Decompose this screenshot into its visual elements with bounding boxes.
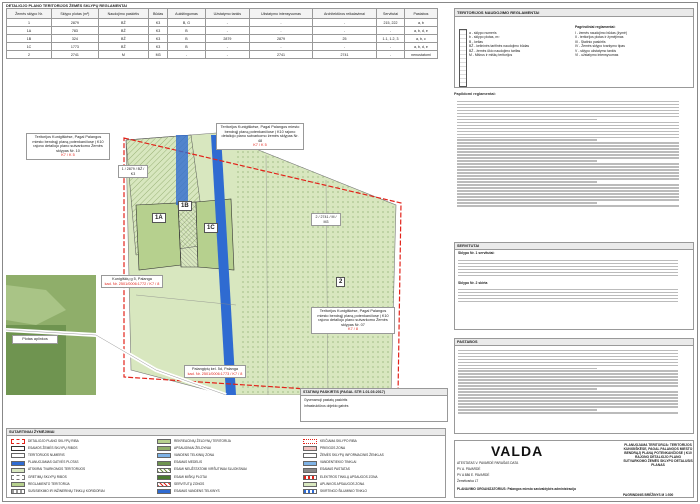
legend-item-label: KEIČIAMA SKLYPO RIBA bbox=[320, 438, 357, 443]
register-cell: 215, 222 bbox=[377, 19, 405, 27]
legend-swatch bbox=[157, 446, 171, 451]
register-cell: - bbox=[312, 27, 376, 35]
plot-2-area bbox=[236, 140, 396, 395]
register-cell: 1A bbox=[7, 27, 52, 35]
lot-1a-label: 1A bbox=[152, 213, 166, 223]
lot-1c-label: 1C bbox=[204, 223, 218, 233]
legend-item-label: GRETIMŲ SKLYPŲ RIBOS bbox=[28, 474, 67, 479]
servitut-block bbox=[454, 242, 694, 330]
table-row bbox=[7, 19, 438, 27]
map-legend-title: SUTARTINIAI ŽYMĖJIMAI bbox=[7, 429, 445, 436]
legend-swatch bbox=[303, 475, 317, 480]
register-cell: 1.1, 1.2, 3 bbox=[377, 35, 405, 43]
register-cell: BŽ bbox=[98, 35, 148, 43]
regulation-legend-title: TERITORIJOS NAUDOJIMO REGLAMENTAI bbox=[455, 9, 693, 17]
notes-title: Papildomi reglamentai: bbox=[454, 92, 496, 96]
legend-swatch bbox=[11, 461, 25, 466]
register-cell: BŽ bbox=[98, 19, 148, 27]
lot-2-label: 2 bbox=[336, 277, 345, 287]
building-purpose-line-1: Gyvenamoji pastatų paskirtis bbox=[304, 398, 348, 402]
legend-item-label: PRIEIGOS ZONA bbox=[320, 445, 346, 450]
legend-swatch bbox=[303, 468, 317, 473]
tb-row-3: PV A 886 E. PAVARDĖ bbox=[457, 473, 490, 477]
legend-item-label: VANDENS TELKINIŲ ZONA bbox=[174, 452, 215, 457]
legend-swatch bbox=[157, 439, 171, 444]
building-purpose-title: STATINIŲ PASKIRTIS (PAGAL STR 1.01.03:2017) bbox=[301, 389, 447, 396]
servitut-title: SERVITUTAI bbox=[455, 243, 693, 250]
register-cell: 1C bbox=[7, 43, 52, 51]
register-cell: - bbox=[250, 27, 313, 35]
legend-right-title: Pagrindiniai reglamentai: bbox=[575, 25, 616, 29]
legend-item-label: ESAMAS VANDENS TELKINYS bbox=[174, 488, 220, 493]
lot-1-tag: 1 / 2879 / BŽ / K3 bbox=[118, 165, 148, 178]
adjacent-label-k9: Teritorijos Kuniglškėse, Pagal Palangos miesto bendrąjį planą potenkančiose į K10 rajono detaliojo plano sutvarkomo žemės sklypas Nr. 48 K7 / K 5 bbox=[216, 123, 304, 150]
pastabos-title: PASTABOS bbox=[455, 339, 693, 346]
legend-item-label: ESAMI MIŠKŲ PLOTAI bbox=[174, 474, 207, 479]
register-cell: 2879 bbox=[250, 35, 313, 43]
register-cell: 2879 bbox=[51, 19, 98, 27]
plan-map bbox=[6, 95, 446, 395]
legend-swatch bbox=[157, 482, 171, 487]
table-row bbox=[7, 51, 438, 59]
servitut-sub2: Sklypo Nr. 2 skirta bbox=[458, 280, 488, 285]
legend-swatch bbox=[157, 489, 171, 494]
legend-item-label: APLINKOS APSAUGOS ZONA bbox=[320, 481, 365, 486]
legend-item-label: ATSKIRAI TVARKOMOS TERITORIJOS bbox=[28, 467, 86, 472]
register-cell: B bbox=[168, 35, 205, 43]
register-cell: a, b, d, e bbox=[404, 43, 437, 51]
register-cell: 1773 bbox=[51, 43, 98, 51]
register-cell: 324 bbox=[51, 35, 98, 43]
table-row bbox=[7, 35, 438, 43]
register-cell: K3 bbox=[148, 19, 167, 27]
map-legend bbox=[6, 428, 446, 498]
register-cell: M3 bbox=[148, 51, 167, 59]
register-cell: 2741 bbox=[312, 51, 376, 59]
legend-item-label: DETALIOJO PLANO SKLYPŲ RIBA bbox=[28, 438, 79, 443]
tb-row-1: ATESTATAS V. PAVARDĖ PARAŠAS DATA bbox=[457, 461, 519, 465]
register-cell: - bbox=[205, 51, 249, 59]
register-cell: 783 bbox=[51, 27, 98, 35]
register-table bbox=[6, 8, 438, 59]
legend-item-label: TERITORIJOS NUMERIS bbox=[28, 452, 65, 457]
register-title: DETALIOJO PLANO TERITORIJOS ŽEMĖS SKLYPŲ REGLAMENTAI bbox=[6, 4, 127, 8]
register-header-2: Naudojimo paskirtis bbox=[98, 9, 148, 19]
legend-item-label: VANDENTIEKIO TINKLAI bbox=[320, 460, 357, 465]
register-cell: - bbox=[250, 43, 313, 51]
register-header-3: Būdas bbox=[148, 9, 167, 19]
legend-swatch bbox=[303, 439, 317, 444]
legend-item-label: ELEKTROS TINKLŲ APSAUGOS ZONA bbox=[320, 474, 378, 479]
legend-item-label: ESAMAS PASTATAS bbox=[320, 467, 350, 472]
register-cell: B bbox=[168, 27, 205, 35]
register-header-8: Servitutai bbox=[377, 9, 405, 19]
plot-1c bbox=[196, 199, 234, 270]
title-block bbox=[454, 440, 694, 498]
servitut-text-1 bbox=[455, 256, 693, 280]
register-header-0: Žemės sklypo Nr. bbox=[7, 9, 52, 19]
legend-item-label: REGLAMENTO TERITORIJA bbox=[28, 481, 70, 486]
legend-swatch bbox=[11, 439, 25, 444]
register-cell: K3 bbox=[148, 27, 167, 35]
register-cell: 1B bbox=[7, 35, 52, 43]
sheet-name: PAGRINDINIS BRĖŽINYS M 1:500 bbox=[623, 493, 674, 497]
legend-item-label: PLANUOJAMAS GATVĖS PLOTAS bbox=[28, 460, 79, 465]
legend-item-label: ŽEMĖS SKLYPŲ INFORMACINIS ŽENKLAS bbox=[320, 452, 384, 457]
register-cell: B bbox=[168, 43, 205, 51]
register-cell: - bbox=[312, 43, 376, 51]
register-header-4: Aukštingumas bbox=[168, 9, 205, 19]
legend-item-label: SERVITUTŲ ZONOS bbox=[174, 481, 205, 486]
tb-row-2: PV A. PAVARDĖ bbox=[457, 467, 481, 471]
register-header-5: Užstatymo tankis bbox=[205, 9, 249, 19]
legend-swatch bbox=[303, 489, 317, 494]
legend-swatch bbox=[303, 446, 317, 451]
register-cell: 25 bbox=[312, 35, 376, 43]
legend-swatch bbox=[157, 468, 171, 473]
legend-item-label: REKREACINIŲ ŽELDYNŲ TERITORIJA bbox=[174, 438, 231, 443]
valda-logo: VALDA bbox=[491, 443, 544, 459]
legend-item-label: ESAMAS MEDELIS bbox=[174, 460, 203, 465]
legend-left-text: a - sklypo numeris b - sklypo plotas, m² B - kelias BŽ - kelininės tarifinės naudojimo būdas BŽ - žemės ūkio naudojimo tarifas M - Mišrus ir miškų teritorijos bbox=[469, 31, 530, 58]
tb-row-5: PLANAVIMO ORGANIZATORIUS: Palangos miesto savivaldybės administracija bbox=[457, 487, 576, 491]
legend-item-label: ESAMOS ŽEMĖS SKLYPŲ RIBOS bbox=[28, 445, 78, 450]
legend-item-label: ESAMI NEUŽSTATOMI VIRŠUTINIAI SLUOKSNIAI bbox=[174, 467, 247, 472]
pastabos-text bbox=[455, 346, 693, 417]
register-cell: B, G bbox=[168, 19, 205, 27]
project-title: PLANUOJAMA TERITORIJA: TERITORIJOS KUNIGIŠKĖSE, PAGAL PALANGOS MIESTO BENDRĄJĮ PLANĄ POTENKANČIOSE Į K10 RAJONO DETALIOJO PLANO SUTVARKOMO ŽEMĖS SKLYPO DETALUSIS PLANAS bbox=[623, 443, 693, 467]
reg-mini-diagram bbox=[459, 29, 467, 87]
register-cell: 2741 bbox=[51, 51, 98, 59]
building-purpose-line-2: Infrastruktūros objekto gatvės bbox=[304, 404, 349, 408]
lot-1b-label: 1B bbox=[178, 201, 192, 211]
register-cell: BŽ bbox=[98, 43, 148, 51]
legend-item-label: SUSISIEKIMO IR INŽINERINIŲ TINKLŲ KORIDORIAI bbox=[28, 488, 105, 493]
register-cell: - bbox=[377, 27, 405, 35]
pastabos-block bbox=[454, 338, 694, 434]
register-cell: 1 bbox=[7, 19, 52, 27]
legend-swatch bbox=[157, 453, 171, 458]
register-cell: K3 bbox=[148, 35, 167, 43]
register-cell: BŽ bbox=[98, 27, 148, 35]
register-cell: a, b, d, e bbox=[404, 27, 437, 35]
legend-swatch bbox=[303, 453, 317, 458]
legend-swatch bbox=[11, 446, 25, 451]
register-cell: K3 bbox=[148, 43, 167, 51]
register-cell: - bbox=[377, 43, 405, 51]
register-cell: M bbox=[98, 51, 148, 59]
servitut-text-2 bbox=[455, 286, 693, 307]
regulation-legend bbox=[454, 8, 694, 88]
register-cell: a, b, c bbox=[404, 35, 437, 43]
register-cell: - bbox=[312, 19, 376, 27]
building-purpose-box bbox=[300, 388, 448, 422]
legend-swatch bbox=[11, 489, 25, 494]
adjacent-label-plot: Plotas aplinkos bbox=[12, 335, 58, 344]
legend-swatch bbox=[11, 453, 25, 458]
legend-swatch bbox=[11, 475, 25, 480]
adjacent-label-k8: Teritorijos Kuniglškėse, Pagal Palangos miesto bendrąjį planą potenkančiose į K10 rajono detaliojo plano sutvarkomo Žemės sklypas Nr. 07 K7 / 8 bbox=[311, 307, 395, 334]
plot-1b bbox=[178, 202, 198, 267]
register-cell: - bbox=[205, 43, 249, 51]
register-cell: - bbox=[205, 19, 249, 27]
register-cell: 2 bbox=[7, 51, 52, 59]
register-cell: - bbox=[250, 19, 313, 27]
legend-swatch bbox=[157, 461, 171, 466]
register-cell: a, b bbox=[404, 19, 437, 27]
register-header-6: Užstatymo intensyvumas bbox=[250, 9, 313, 19]
legend-swatch bbox=[157, 475, 171, 480]
legend-swatch bbox=[11, 468, 25, 473]
tb-row-4: Žemėtvarka LT bbox=[457, 479, 479, 483]
legend-item-label: SKIRTINGO ŠILUMINIO TINKLO bbox=[320, 488, 367, 493]
adjacent-label-k10: Teritorijos Kuniglškėse, Pagal Palangos miesto bendrąjį planą potenkančiose į K10 rajono detaliojo plano sutvarkomo Žemės sklypas Nr. 10 K7 / K 5 bbox=[26, 133, 110, 160]
table-row bbox=[7, 27, 438, 35]
register-cell: nenustatomi bbox=[404, 51, 437, 59]
register-header-7: Architektūros reikalavimai bbox=[312, 9, 376, 19]
table-row bbox=[7, 43, 438, 51]
register-cell: 2741 bbox=[250, 51, 313, 59]
adjacent-label-pala: Palangipių kel. 5d, Palanga kad. Nr. 2501/0006:1773 / K7 / 8 bbox=[184, 365, 246, 378]
register-cell: - bbox=[205, 27, 249, 35]
lot-2-tag: 2 / 2741 / M / M3 bbox=[311, 213, 341, 226]
legend-swatch bbox=[303, 482, 317, 487]
notes-text-lines bbox=[454, 97, 694, 210]
legend-right-text: I - žemės naudojimo būdas (žymė) II - teritorijos plotas ir žymėjimas III - Statinio paskirtis IV - Žemės sklypo tvarkymo tipas V - sklypo užstatymo tankis VI - užstatymo intensyvumas bbox=[575, 31, 628, 58]
notes-block bbox=[454, 92, 694, 220]
register-header-1: Sklypo plotas (m²) bbox=[51, 9, 98, 19]
legend-swatch bbox=[303, 461, 317, 466]
register-cell: - bbox=[377, 51, 405, 59]
adjacent-label-kunig: Kuniglškių g 5, Palanga kad. Nr. 2501/0006:1772 / K7 / 8 bbox=[101, 275, 163, 288]
register-cell: - bbox=[168, 51, 205, 59]
register-cell: 2879 bbox=[205, 35, 249, 43]
legend-swatch bbox=[11, 482, 25, 487]
register-header-9: Pastabos bbox=[404, 9, 437, 19]
servitut-sub1: Sklypo Nr. 1 servitutai: bbox=[458, 251, 495, 255]
legend-item-label: APSAUGINIAI ŽELDYNAI bbox=[174, 445, 211, 450]
